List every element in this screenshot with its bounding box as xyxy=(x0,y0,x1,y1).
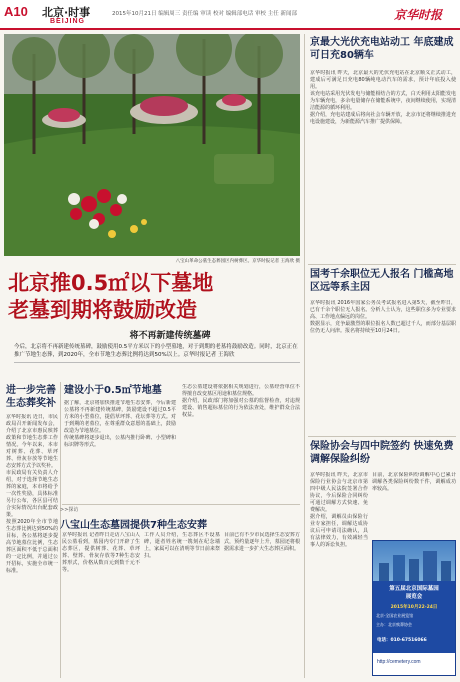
skyline-icon xyxy=(373,541,456,581)
box-paragraph-2: 工作人员介绍，生态葬区不设墓碑，逝者姓名统一镌刻在纪念墙上，家属可以在清明等节日前来祭扫。 xyxy=(144,532,220,559)
mid-right-column-body xyxy=(182,384,300,502)
dateline: 2015年10月21日 编辑周三 责任编 审读 校对 编辑部电话 审校 主任 新闻部 xyxy=(112,11,297,17)
ad-sky-banner xyxy=(373,541,455,581)
solar-paragraph-2: 该充电站采用光伏发电与储能相结合的方式，白天利用太阳能发电为车辆充电，多余电量储存在储能系统中，夜间继续使用，实现清洁能源的循环利用。 xyxy=(310,91,456,111)
box-headline: 八宝山生态墓园提供7种生态安葬 xyxy=(60,520,207,531)
ad-phone: 电话：010-67516066 xyxy=(377,638,427,643)
ad-title-line2: 展览会 xyxy=(405,594,423,600)
mid-paragraph-2: 传统墓碑将逐步退出，公墓内推行卧碑、小型碑和标识牌等形式。 xyxy=(64,435,176,448)
ad-url-link[interactable]: http://cemetery.com xyxy=(377,659,421,665)
insurance-paragraph-1: 京华时报讯 昨天，北京市保险行业协会与北京市第四中级人民法院签署合作协议，今后保险合同纠纷可通过调解方式快速、免费解决。 xyxy=(310,472,368,513)
page-number: A10 xyxy=(4,4,28,19)
civil-exam-headline: 国考千余职位无人报名 门槛高地区远等系主因 xyxy=(310,269,454,293)
ad-title-line1: 第五届北京国际墓园 xyxy=(389,586,439,592)
ad-date: 2015年10月22-24日 xyxy=(390,605,438,610)
cemetery-garden-illustration xyxy=(4,34,300,256)
lead-lede: 今后，北京将不再新建传统墓碑，鼓励使用0.5平方米以下的小型墓地，对于到期的老墓将鼓励改造。同时，北京正在推广节地生态葬，到2020年，全市节地生态葬比例将达到50%以上。京华时报记者 王海欣 xyxy=(14,343,300,363)
solar-divider xyxy=(308,264,456,265)
section-english: BEIJING xyxy=(50,18,86,25)
solar-headline: 京最大光伏充电站动工 年底建成可日充80辆车 xyxy=(310,37,454,61)
mid-column-headline: 建设小于0.5㎡节地墓 xyxy=(64,385,162,396)
civil-paragraph-2: 数据显示，竞争最激烈的职位报名人数已超过千人，而部分基层职位仍无人问津。报名将持续至10月24日。 xyxy=(310,321,456,334)
lead-subheadline: 将不再新建传统墓碑 xyxy=(129,331,211,341)
mid-right-paragraph-2: 据介绍，民政部门将加强对公墓的监督检查，对违规建设、销售超标墓位的行为依法查处，维护群众合法权益。 xyxy=(182,398,300,418)
left-column-body xyxy=(6,414,58,676)
box-paragraph-1: 京华时报讯 记者昨日走访八宝山人民公墓看到，墓园内专门开辟了生态葬区，提供树葬、花葬、草坪葬、壁葬、骨灰存放等7种生态安葬形式，价格从数百元到数千元不等。 xyxy=(62,532,140,573)
solar-paragraph-3: 据介绍，充电站建成后将向社会车辆开放，北京市还将继续推进充电设施建设，为新能源汽车推广提供保障。 xyxy=(310,112,456,125)
left-paragraph-3: 按照2020年全市节地生态葬比例达到50%的目标，各公墓将逐步提高节地墓位比例，生态葬区面积不低于总面积的一定比例，并通过公开招标，实施全市统一标准。 xyxy=(6,519,58,574)
insurance-body-right xyxy=(372,472,456,536)
box-divider xyxy=(62,504,300,505)
box-col-1 xyxy=(62,532,140,676)
right-column-divider xyxy=(304,34,305,678)
left-paragraph-2: 市民政局有关负责人介绍，对于选择节地生态葬的家庭，本市将给予一次性奖励，具体标准另行公布，各区县可结合实际情况出台配套政策。 xyxy=(6,470,58,518)
section-title: 北京·时事 xyxy=(42,6,91,19)
lead-headline-line1: 北京推0.5㎡以下墓地 xyxy=(8,271,214,295)
box-col-3 xyxy=(224,532,300,676)
civil-divider xyxy=(308,436,456,437)
civil-exam-body xyxy=(310,300,456,434)
masthead xyxy=(0,0,460,30)
insurance-body-left xyxy=(310,472,368,676)
lead-headline-line2: 老墓到期将鼓励改造 xyxy=(8,298,197,322)
photo-caption: 八宝山革命公墓生态葬园区内树葬区。京华时报记者 王海欣 摄 xyxy=(175,259,300,264)
box-paragraph-3: 目前已有不少市民选择生态安葬方式，预约量逐年上升，墓园还将根据需求进一步扩大生态葬区面积。 xyxy=(224,532,300,552)
insurance-paragraph-3: 目前，北京保险纠纷调解中心已累计调解各类保险纠纷数千件，调解成功率较高。 xyxy=(372,472,456,492)
civil-paragraph-1: 京华时报讯 2016年国家公务员考试报名进入第5天，截至昨日，已有千余个职位无人报名。分析人士认为，这些职位多为专业要求高、工作地点偏远的岗位。 xyxy=(310,300,456,320)
lead-headline xyxy=(8,270,300,324)
mid-column-body xyxy=(64,400,176,502)
newspaper-logo: 京华时报 xyxy=(393,7,442,22)
solar-paragraph-1: 京华时报讯 昨天，北京最大的光伏充电站在北京顺义正式动工，建成后可满足日充电80辆纯电动汽车的需求，预计年底投入使用。 xyxy=(310,70,456,90)
insurance-paragraph-2: 据介绍，调解员由保险行业专家担任，调解达成协议后可申请司法确认，具有法律效力，有效减轻当事人的诉讼负担。 xyxy=(310,514,368,548)
solar-body xyxy=(310,70,456,256)
box-tag: >>探访 xyxy=(60,507,79,513)
lead-photo xyxy=(4,34,300,256)
mid-right-paragraph-1: 生态公墓建设将依据相关规划进行，公墓经营单位不得擅自改变墓区用途和墓位规格。 xyxy=(182,384,300,397)
ad-venue: 北京·全国农业展览馆 xyxy=(376,613,414,618)
insurance-headline: 保险协会与四中院签约 快速免费调解保险纠纷 xyxy=(310,441,454,465)
expo-advertisement[interactable] xyxy=(372,540,456,676)
box-col-2 xyxy=(144,532,220,676)
mid-paragraph-1: 据了解，北京将加快推进节地生态安葬，今后新建公墓将不再新建传统墓碑，鼓励建设不超过0.5平方米的小型墓位，提倡草坪葬、花坛葬等方式。对于到期的老墓位，在尊重群众意愿的基础上，鼓励改造为节地墓位。 xyxy=(64,400,176,434)
left-paragraph-1: 京华时报讯 近日，市民政局召开新闻发布会，介绍了北京市惠民殡葬政策和节地生态葬工作情况。今年以来，本市对树葬、花葬、草坪葬、骨灰存放等节地生态安葬方式予以奖补。 xyxy=(6,414,58,469)
ad-organizer: 主办：北京殡葬协会 xyxy=(376,622,412,627)
left-column-headline: 进一步完善生态葬奖补 xyxy=(6,385,56,409)
